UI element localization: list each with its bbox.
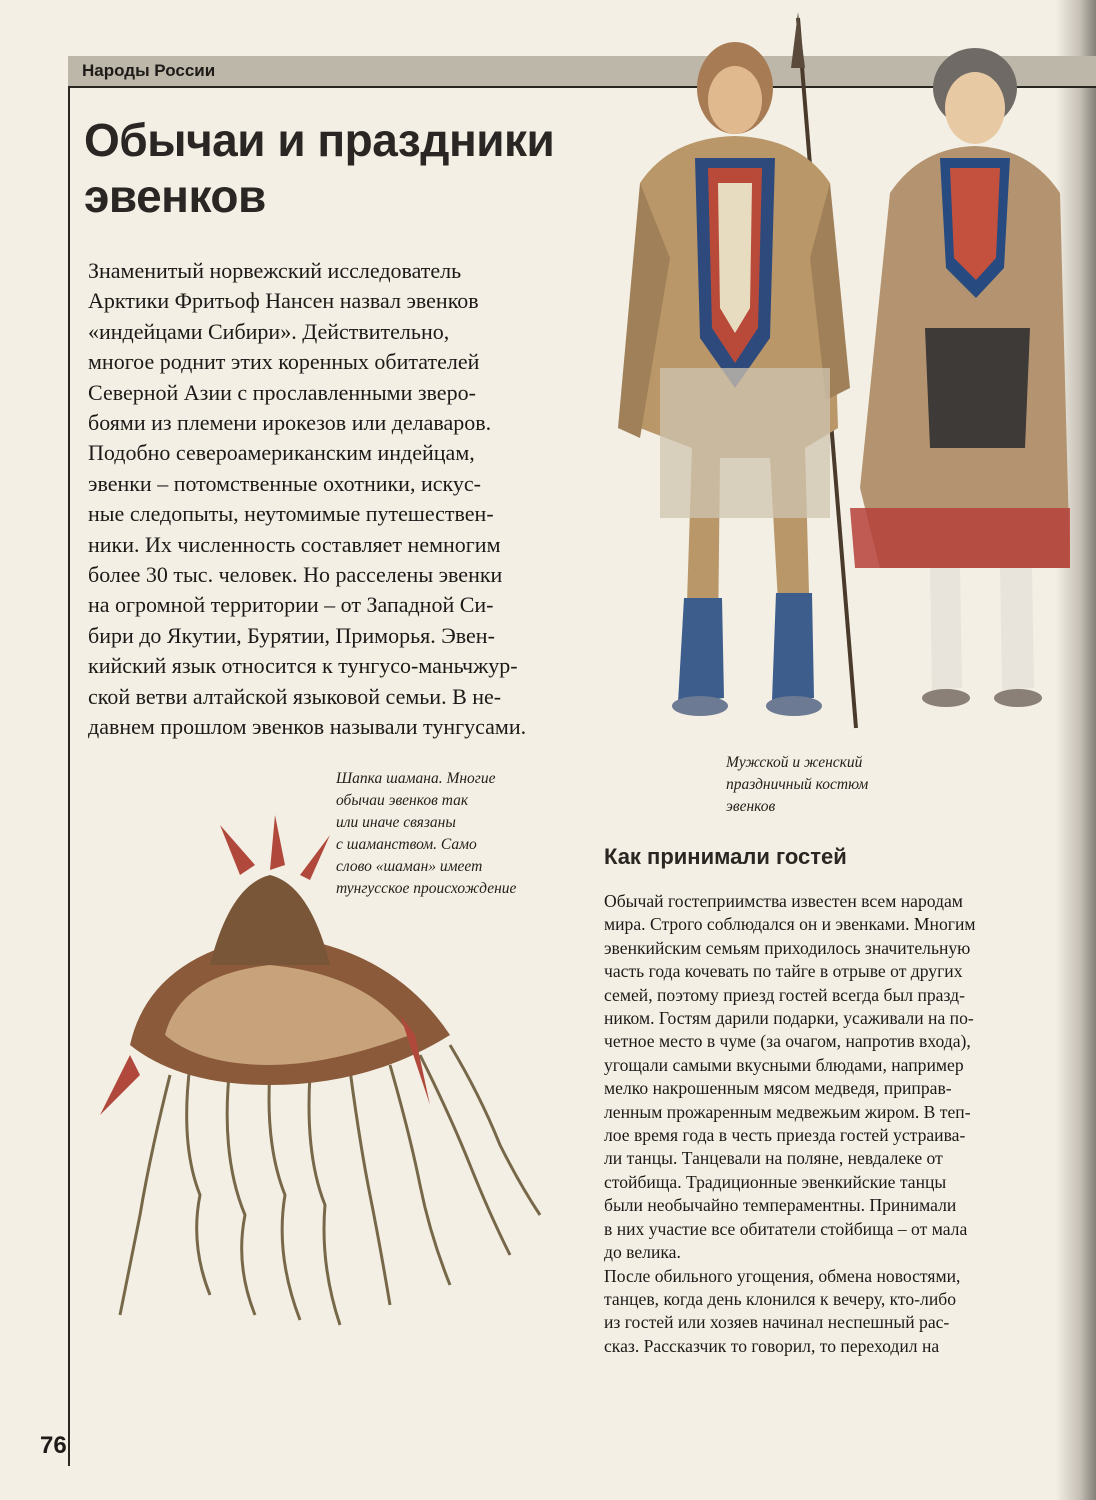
text-line: Северной Азии с прославленными зверо- (88, 379, 476, 405)
text-line: сказ. Рассказчик то говорил, то переходил на (604, 1335, 940, 1356)
text-line: на огромной территории – от Западной Си- (88, 592, 494, 618)
text-line: четное место в чуме (за очагом, напротив входа), (604, 1031, 971, 1052)
title-line: эвенков (84, 170, 266, 222)
text-line: угощали самыми вкусными блюдами, например (604, 1054, 964, 1075)
text-line: в них участие все обитатели стойбища – от мала (604, 1218, 968, 1239)
caption-line: с шаманством. Само (336, 836, 477, 853)
costumes-illustration (600, 8, 1070, 738)
text-line: ники. Их численность составляет немногим (88, 531, 501, 557)
intro-paragraph (88, 256, 608, 743)
text-line: из гостей или хозяев начинал неспешный рас- (604, 1312, 950, 1333)
text-line: ником. Гостям дарили подарки, усаживали на по- (604, 1008, 974, 1029)
text-line: Подобно североамериканским индейцам, (88, 440, 475, 466)
text-line: ской ветви алтайской языковой семьи. В не- (88, 683, 502, 709)
caption-line: Шапка шамана. Многие (336, 770, 496, 787)
text-line: Знаменитый норвежский исследователь (88, 258, 462, 283)
caption-line: тунгусское происхождение (336, 880, 517, 897)
shaman-hat-illustration (70, 815, 590, 1335)
text-line: семей, поэтому приезд гостей всегда был празд- (604, 984, 965, 1005)
caption-line: праздничный костюм (726, 776, 869, 793)
text-line: боями из племени ирокезов или делаваров. (88, 410, 492, 436)
section-body (604, 890, 1074, 1358)
caption-line: слово «шаман» имеет (336, 858, 483, 875)
text-line: эвенкийским семьям приходилось значительную (604, 937, 971, 958)
text-line: мелко накрошенным мясом медведя, приправ- (604, 1078, 952, 1099)
page-title (84, 112, 604, 224)
title-line: Обычаи и праздники (84, 114, 555, 166)
text-line: Обычай гостеприимства известен всем народам (604, 891, 963, 911)
text-line: ленным прожаренным медвежьим жиром. В теп- (604, 1101, 971, 1122)
caption-line: или иначе связаны (336, 814, 456, 831)
text-line: часть года кочевать по тайге в отрыве от других (604, 961, 963, 982)
page-number: 76 (40, 1432, 67, 1459)
text-line: более 30 тыс. человек. Но расселены эвенки (88, 562, 503, 588)
running-header: Народы России (82, 61, 216, 80)
text-line: давнем прошлом эвенков называли тунгусами. (88, 714, 527, 740)
section-heading: Как принимали гостей (604, 844, 847, 869)
text-line: лое время года в честь приезда гостей устраива- (604, 1125, 966, 1146)
caption-line: эвенков (726, 798, 776, 815)
text-line: кийский язык относится к тунгусо-маньчжур- (88, 653, 518, 679)
text-line: После обильного угощения, обмена новостями, (604, 1265, 961, 1286)
text-line: эвенки – потомственные охотники, искус- (88, 470, 481, 496)
text-line: ные следопыты, неутомимые путешествен- (88, 501, 494, 527)
text-line: многое роднит этих коренных обитателей (88, 349, 480, 375)
text-line: были необычайно темпераментны. Принимали (604, 1195, 957, 1216)
text-line: до велика. (604, 1242, 681, 1263)
text-line: бири до Якутии, Бурятии, Приморья. Эвен- (88, 622, 495, 648)
text-line: танцев, когда день клонился к вечеру, кто-либо (604, 1288, 956, 1309)
caption-line: обычаи эвенков так (336, 792, 469, 809)
text-line: стойбища. Традиционные эвенкийские танцы (604, 1171, 947, 1192)
text-line: ли танцы. Танцевали на поляне, невдалеке от (604, 1148, 943, 1169)
caption-line: Мужской и женский (726, 754, 863, 771)
text-line: Арктики Фритьоф Нансен назвал эвенков (88, 288, 479, 314)
costumes-caption (726, 752, 868, 818)
text-line: мира. Строго соблюдался он и эвенками. Многим (604, 914, 976, 935)
text-line: «индейцами Сибири». Действительно, (88, 318, 450, 344)
